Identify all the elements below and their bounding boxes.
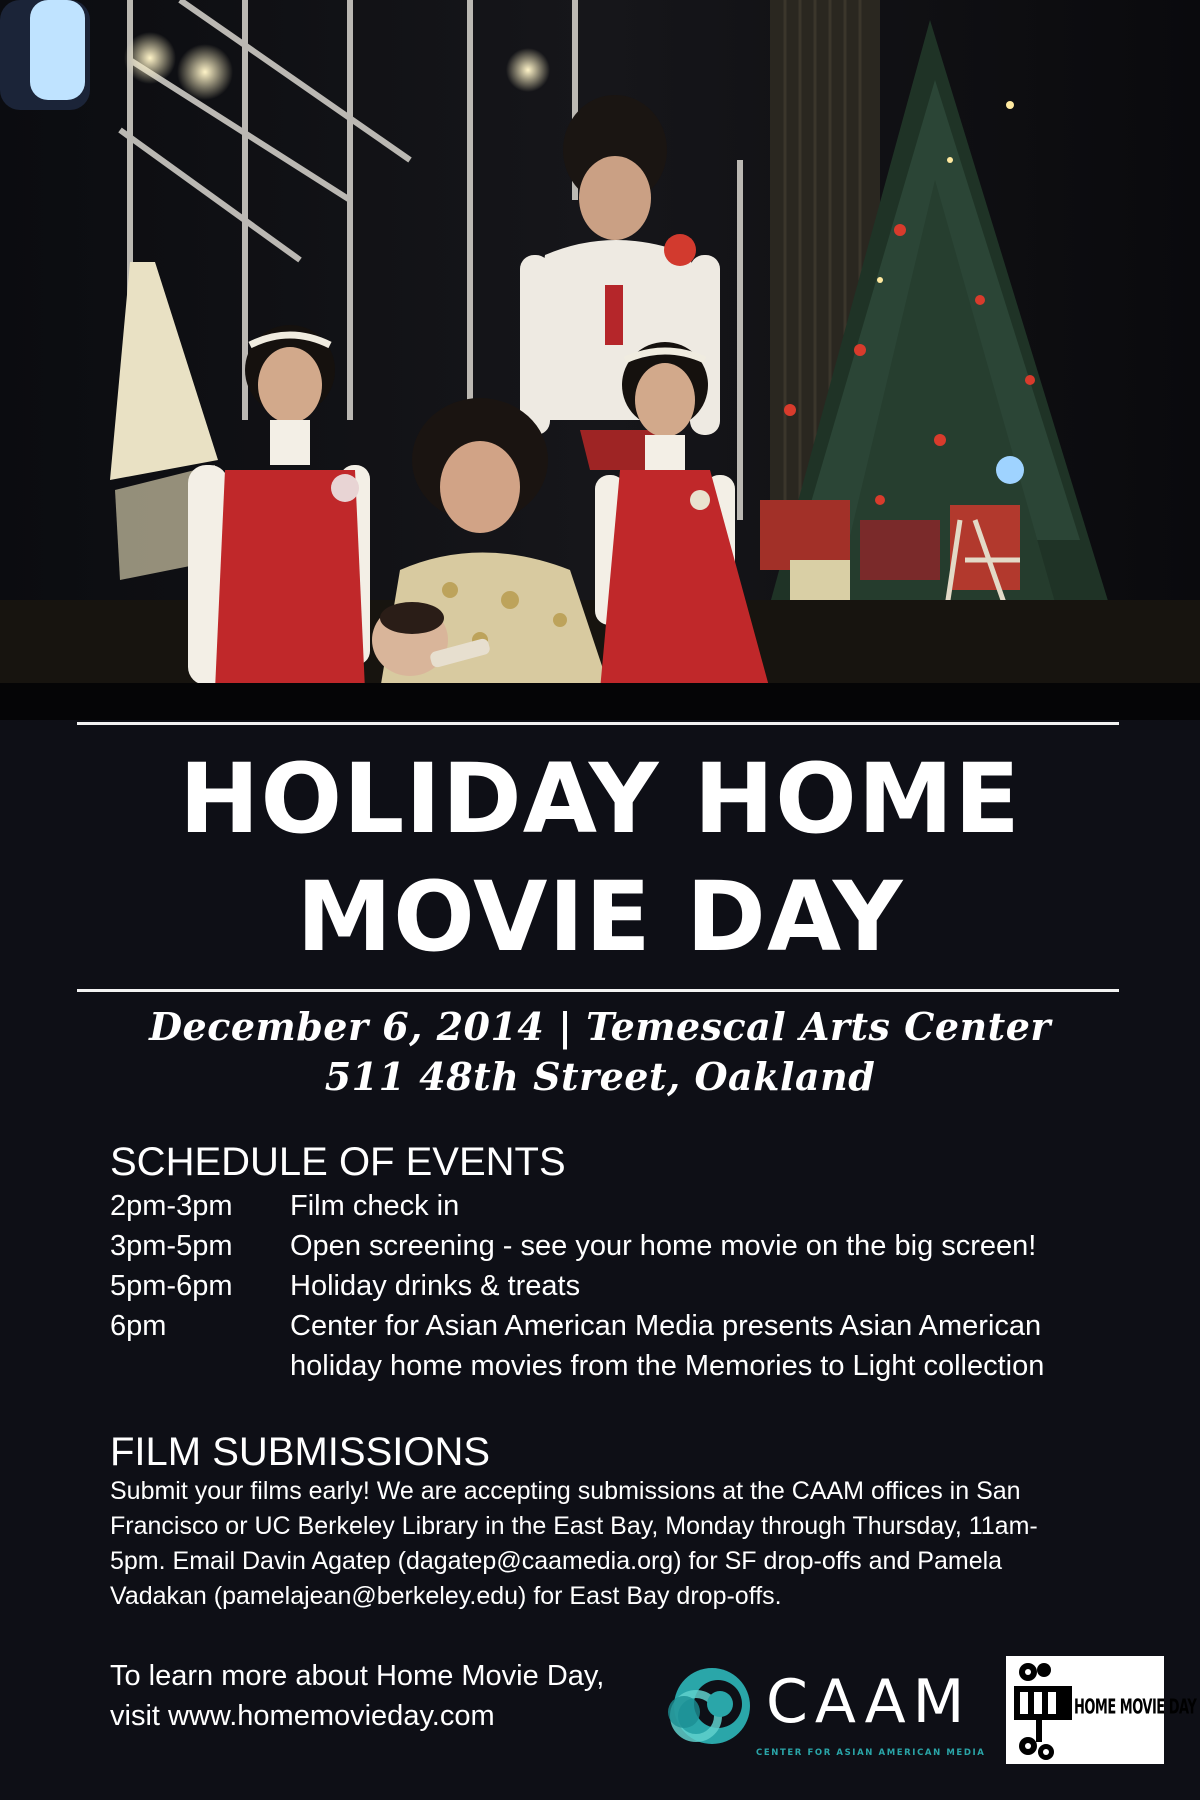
hero-photo [0, 0, 1200, 720]
top-divider [77, 722, 1119, 725]
family-holiday-photo [0, 0, 1200, 720]
submissions-body: Submit your films early! We are accepting submissions at the CAAM offices in San Francisco or UC Berkeley Library in the East Bay, Monday through Thursday, 11am-5pm. Email Davin Agatep (dagatep@caamedia.org) for SF drop-offs and Pamela Vadakan (pamelajean@berkeley.edu) for East Bay drop-offs. [110, 1477, 1038, 1610]
hmd-wordmark: HOME MOVIE DAY [1074, 1696, 1197, 1720]
caam-tagline: CENTER FOR ASIAN AMERICAN MEDIA [756, 1748, 986, 1758]
title-line-2: MOVIE DAY [296, 861, 904, 973]
schedule-item [110, 1266, 1100, 1306]
schedule-event: Center for Asian American Media presents Asian American holiday home movies from the Memories to Light collection [290, 1310, 1045, 1382]
caam-wordmark: CAAM [766, 1667, 972, 1737]
event-address: 511 48th Street, Oakland [324, 1054, 876, 1099]
caam-logo [658, 1662, 988, 1766]
schedule-heading: SCHEDULE OF EVENTS [110, 1140, 566, 1184]
event-date-venue: December 6, 2014 | Temescal Arts Center [149, 1004, 1051, 1049]
schedule-event: Film check in [290, 1190, 460, 1222]
home-movie-day-logo [1006, 1656, 1197, 1764]
schedule-event: Open screening - see your home movie on the big screen! [290, 1230, 1037, 1262]
schedule-time: 2pm-3pm [110, 1190, 233, 1222]
schedule-event: Holiday drinks & treats [290, 1270, 581, 1302]
schedule-item [110, 1226, 1100, 1266]
event-details [0, 1002, 1200, 1102]
title-line-1: HOLIDAY HOME [179, 743, 1021, 855]
schedule-time: 6pm [110, 1310, 167, 1342]
schedule-time: 5pm-6pm [110, 1270, 233, 1302]
schedule-time: 3pm-5pm [110, 1230, 233, 1262]
schedule-item [110, 1186, 1100, 1226]
schedule-list [110, 1186, 1100, 1386]
bottom-divider [77, 989, 1119, 992]
submissions-heading: FILM SUBMISSIONS [110, 1430, 491, 1474]
learn-more [110, 1656, 670, 1736]
learn-more-link[interactable]: visit www.homemovieday.com [110, 1700, 495, 1732]
page-title [0, 740, 1200, 976]
schedule-item [110, 1306, 1100, 1386]
caam-swirl-icon [658, 1664, 758, 1754]
learn-more-line-1: To learn more about Home Movie Day, [110, 1660, 605, 1692]
